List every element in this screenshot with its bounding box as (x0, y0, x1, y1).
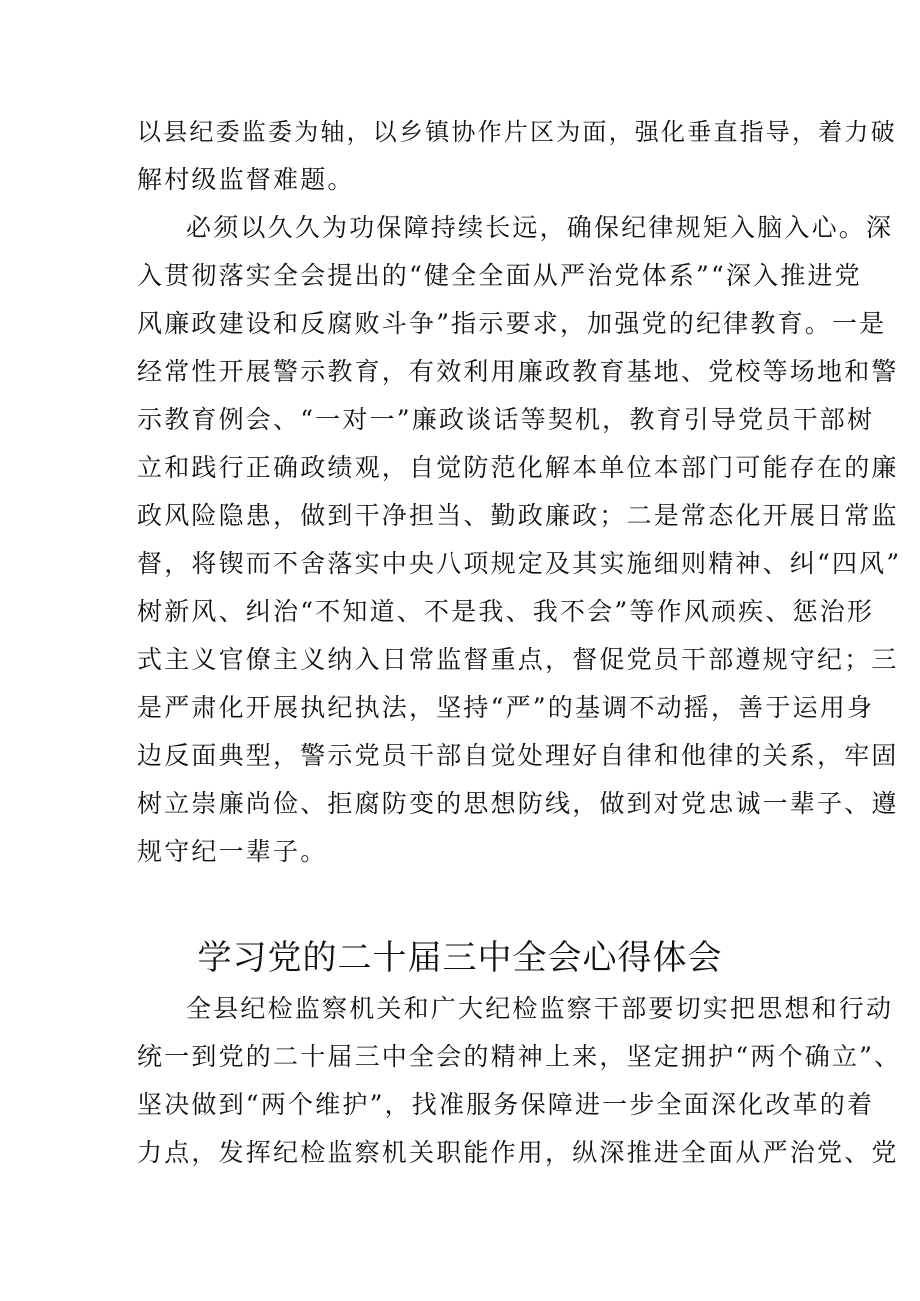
paragraph-2-line-8: 督，将锲而不舍落实中央八项规定及其实施细则精神、纠“四风” (137, 549, 902, 578)
paragraph-2-line-14: 规守纪一辈子。 (137, 837, 328, 866)
paragraph-2-line-1: 必须以久久为功保障持续长远，确保纪律规矩入脑入心。深 (186, 213, 894, 242)
paragraph-2-line-10: 式主义官僚主义纳入日常监督重点，督促党员干部遵规守纪；三 (137, 645, 899, 674)
paragraph-2-line-9: 树新风、纠治“不知道、不是我、我不会”等作风顽疾、惩治形 (137, 597, 875, 626)
paragraph-2-line-11: 是严肃化开展执纪执法，坚持“严”的基调不动摇，善于运用身 (137, 693, 875, 722)
paragraph-2-line-5: 示教育例会、“一对一”廉政谈话等契机，教育引导党员干部树 (137, 405, 875, 434)
paragraph-3-line-1: 全县纪检监察机关和广大纪检监察干部要切实把思想和行动 (186, 994, 894, 1023)
paragraph-3-line-3: 坚决做到“两个维护”，找准服务保障进一步全面深化改革的着 (137, 1090, 875, 1119)
paragraph-2-line-2: 入贯彻落实全会提出的“健全全面从严治党体系”“深入推进党 (137, 261, 862, 290)
paragraph-2-line-6: 立和践行正确政绩观，自觉防范化解本单位本部门可能存在的廉 (137, 453, 899, 482)
paragraph-2-line-12: 边反面典型，警示党员干部自觉处理好自律和他律的关系，牢固 (137, 741, 899, 770)
section-title: 学习党的二十届三中全会心得体会 (197, 938, 723, 978)
paragraph-2-line-13: 树立崇廉尚俭、拒腐防变的思想防线，做到对党忠诚一辈子、遵 (137, 789, 899, 818)
paragraph-3-line-4: 力点，发挥纪检监察机关职能作用，纵深推进全面从严治党、党 (137, 1138, 899, 1167)
paragraph-1-line-2: 解村级监督难题。 (137, 165, 355, 194)
paragraph-2-line-7: 政风险隐患，做到干净担当、勤政廉政；二是常态化开展日常监 (137, 501, 899, 530)
paragraph-2-line-4: 经常性开展警示教育，有效利用廉政教育基地、党校等场地和警 (137, 357, 899, 386)
paragraph-2-line-3: 风廉政建设和反腐败斗争”指示要求，加强党的纪律教育。一是 (137, 309, 887, 338)
paragraph-3-line-2: 统一到党的二十届三中全会的精神上来，坚定拥护“两个确立”、 (137, 1042, 902, 1071)
paragraph-1-line-1: 以县纪委监委为轴，以乡镇协作片区为面，强化垂直指导，着力破 (137, 118, 897, 146)
